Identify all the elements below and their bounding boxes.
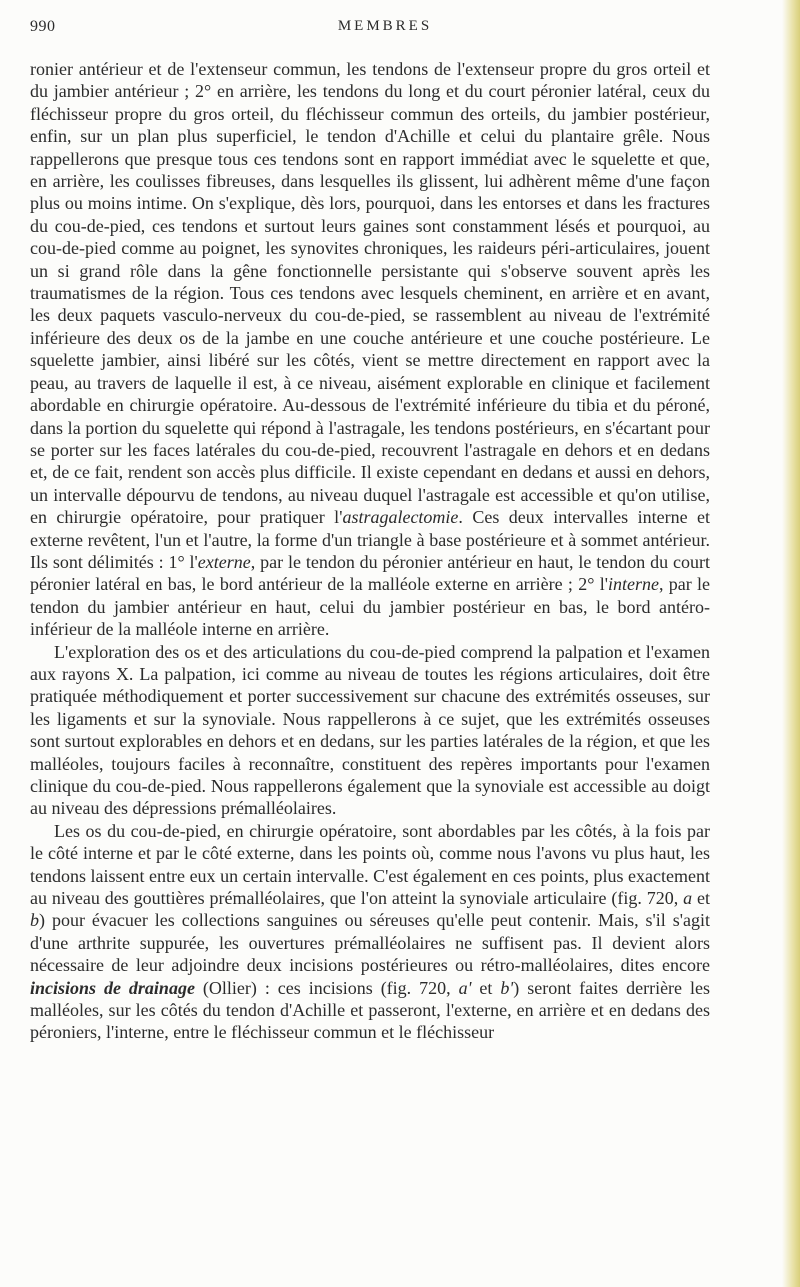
text-run: L'exploration des os et des articulations du cou-de-pied comprend la palpation et l'examen aux rayons X. La palpation, ici comme au niveau de toutes les régions articulaires, doit être pratiquée méthodiquement et porter successivement sur chacune des extrémités osseuses, sur les ligaments et sur la synoviale. Nous rappellerons à ce sujet, que les extrémités osseuses sont surtout explorables en dehors et en dedans, sur les parties latérales de la région, et que les malléoles, toujours faciles à reconnaître, constituent des repères importants pour l'examen clinique du cou-de-pied. Nous rappellerons également que la synoviale est accessible au doigt au niveau des dépressions prémalléolaires. bbox=[30, 641, 710, 819]
page-number: 990 bbox=[30, 18, 56, 35]
text-run: Les os du cou-de-pied, en chirurgie opératoire, sont abordables par les côtés, à la fois par le côté interne et par le côté externe, dans les points où, comme nous l'avons vu plus haut, les tendons laissent entre eux un certain intervalle. C'est également en ces points, plus exactement au niveau des gouttières prémalléolaires, que l'on atteint la synoviale articulaire (fig. 720, bbox=[30, 820, 710, 909]
emphasized-text: b' bbox=[500, 977, 514, 998]
emphasized-text: incisions de drainage bbox=[30, 977, 195, 998]
text-run: . Ces deux intervalles interne et externe revêtent, l'un et l'autre, la forme d'un triangle à base postérieure et à sommet antérieur. Ils sont délimités : 1° l' bbox=[30, 507, 710, 572]
paragraph-1 bbox=[30, 58, 710, 641]
text-run: , par le tendon du péronier antérieur en haut, le tendon du court péronier latéral en bas, le bord antérieur de la malléole externe en arrière ; 2° l' bbox=[30, 551, 710, 595]
text-run: , par le tendon du jambier antérieur en haut, celui du jambier postérieur en bas, le bord antéro-inférieur de la malléole interne en arrière. bbox=[30, 574, 710, 640]
body-text bbox=[30, 58, 710, 1044]
paragraph-2 bbox=[30, 641, 710, 820]
emphasized-text: a' bbox=[458, 977, 472, 998]
emphasized-text: interne bbox=[607, 574, 659, 595]
running-head: MEMBRES bbox=[337, 18, 433, 34]
text-run: et bbox=[692, 888, 710, 909]
emphasized-text: a bbox=[683, 888, 693, 909]
emphasized-text: b bbox=[30, 910, 39, 931]
paragraph-3 bbox=[30, 820, 710, 1044]
text-run: ) pour évacuer les collections sanguines ou séreuses qu'elle peut contenir. Mais, s'il s'agit d'une arthrite suppurée, les ouvertures prémalléolaires ne suffisent pas. Il devient alors nécessaire de leur adjoindre deux incisions postérieures ou rétro-malléolaires, dites encore bbox=[30, 910, 710, 976]
text-run: et bbox=[471, 977, 501, 998]
page-edge bbox=[782, 0, 800, 1287]
text-run: ) seront faites derrière les malléoles, sur les côtés du tendon d'Achille et passeront, l'externe, en arrière et en dedans des péroniers, l'interne, entre le fléchisseur commun et le fléchisseur bbox=[30, 977, 710, 1043]
page-header bbox=[30, 18, 740, 42]
emphasized-text: externe bbox=[197, 551, 251, 572]
text-run: (Ollier) : ces incisions (fig. 720, bbox=[194, 977, 459, 998]
text-run: ronier antérieur et de l'extenseur commun, les tendons de l'extenseur propre du gros orteil et du jambier antérieur ; 2° en arrière, les tendons du long et du court péronier latéral, ceux du fléchisseur propre du gros orteil, du fléchisseur commun des orteils, du jambier postérieur, enfin, sur un plan plus superficiel, le tendon d'Achille et celui du plantaire grêle. Nous rappellerons que presque tous ces tendons sont en rapport immédiat avec le squelette et que, en arrière, les coulisses fibreuses, dans lesquelles ils glissent, lui adhèrent même d'une façon plus ou moins intime. On s'explique, dès lors, pourquoi, dans les entorses et dans les fractures du cou-de-pied, ces tendons et surtout leurs gaines sont constamment lésés et pourquoi, au cou-de-pied comme au poignet, les synovites chroniques, les raideurs péri-articulaires, jouent un si grand rôle dans la gêne fonctionnelle persistante qui s'observe souvent après les traumatismes de la région. Tous ces tendons avec lesquels cheminent, en arrière et en avant, les deux paquets vasculo-nerveux du cou-de-pied, se rassemblent au niveau de l'extrémité inférieure des deux os de la jambe en une couche antérieure et une couche postérieure. Le squelette jambier, ainsi libéré sur les côtés, vient se mettre directement en rapport avec la peau, au travers de laquelle il est, à ce niveau, aisément explorable en clinique et facilement abordable en chirurgie opératoire. Au-dessous de l'extrémité inférieure du tibia et du péroné, dans la portion du squelette qui répond à l'astragale, les tendons postérieurs, en s'écartant pour se porter sur les faces latérales du cou-de-pied, recouvrent l'astragale en dehors et en dedans et, de ce fait, rendent son accès plus difficile. Il existe cependant en dedans et aussi en dehors, un intervalle dépourvu de tendons, au niveau duquel l'astragale est accessible et qu'on utilise, en chirurgie opératoire, pour pratiquer l' bbox=[30, 59, 710, 528]
emphasized-text: astragalectomie bbox=[342, 507, 459, 528]
